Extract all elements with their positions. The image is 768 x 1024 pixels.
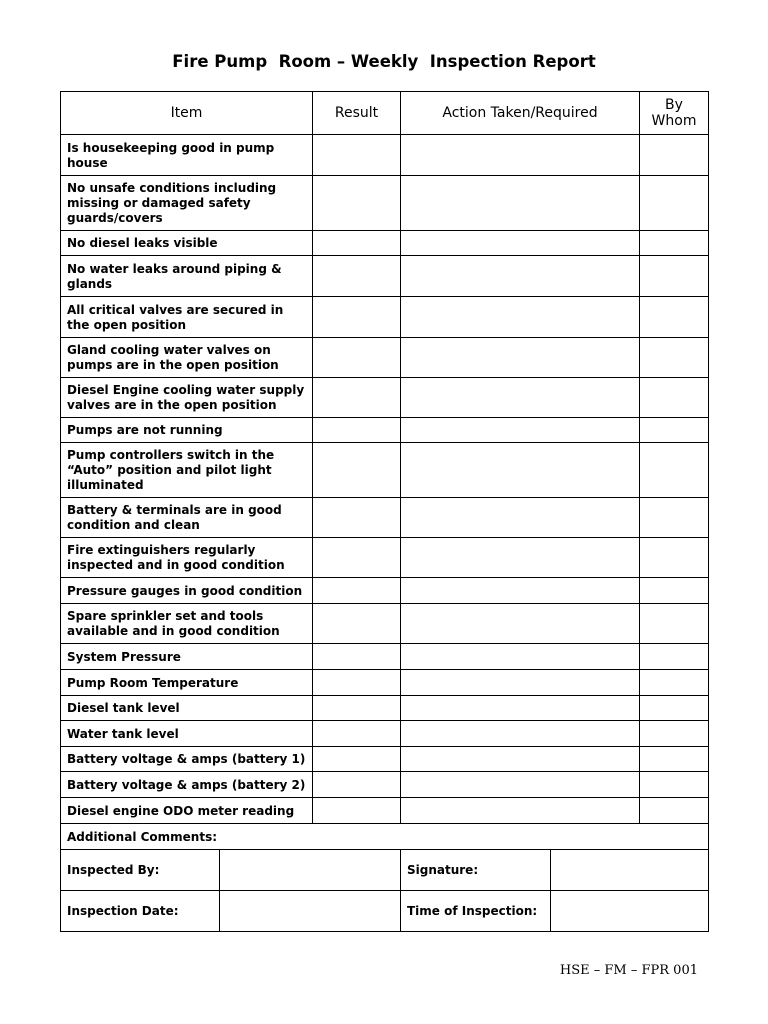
inspected-by-label: Inspected By: [61, 850, 220, 891]
row-action-cell[interactable] [401, 604, 640, 644]
row-item-label: Pump Room Temperature [61, 670, 313, 696]
row-action-cell[interactable] [401, 696, 640, 721]
header-item: Item [61, 92, 313, 135]
row-result-cell[interactable] [313, 378, 401, 418]
table-row [61, 498, 709, 538]
signature-field[interactable] [551, 850, 709, 891]
row-by-whom-cell[interactable] [640, 670, 709, 696]
row-result-cell[interactable] [313, 721, 401, 747]
table-row [61, 338, 709, 378]
row-item-label: Gland cooling water valves on pumps are in the open position [61, 338, 313, 378]
row-item-label: Is housekeeping good in pump house [61, 135, 313, 176]
row-result-cell[interactable] [313, 538, 401, 578]
table-row [61, 378, 709, 418]
header-by-whom-line2: Whom [651, 113, 697, 129]
table-row [61, 772, 709, 798]
row-item-label: No diesel leaks visible [61, 231, 313, 256]
row-result-cell[interactable] [313, 670, 401, 696]
row-by-whom-cell[interactable] [640, 798, 709, 824]
row-action-cell[interactable] [401, 231, 640, 256]
table-row [61, 578, 709, 604]
row-action-cell[interactable] [401, 670, 640, 696]
row-action-cell[interactable] [401, 443, 640, 498]
row-result-cell[interactable] [313, 176, 401, 231]
row-by-whom-cell[interactable] [640, 721, 709, 747]
row-result-cell[interactable] [313, 418, 401, 443]
table-row [61, 538, 709, 578]
header-result: Result [313, 92, 401, 135]
row-by-whom-cell[interactable] [640, 538, 709, 578]
inspected-by-field[interactable] [220, 850, 401, 891]
row-result-cell[interactable] [313, 696, 401, 721]
row-by-whom-cell[interactable] [640, 696, 709, 721]
table-row [61, 176, 709, 231]
signoff-table [60, 849, 709, 932]
row-action-cell[interactable] [401, 256, 640, 297]
row-action-cell[interactable] [401, 747, 640, 772]
row-item-label: Battery voltage & amps (battery 1) [61, 747, 313, 772]
row-item-label: No unsafe conditions including missing or damaged safety guards/covers [61, 176, 313, 231]
row-by-whom-cell[interactable] [640, 256, 709, 297]
signoff-row-2 [61, 891, 709, 932]
inspection-table [60, 91, 709, 850]
header-by-whom-line1: By [665, 97, 683, 113]
header-action: Action Taken/Required [401, 92, 640, 135]
row-result-cell[interactable] [313, 772, 401, 798]
table-row [61, 418, 709, 443]
row-action-cell[interactable] [401, 578, 640, 604]
row-item-label: Water tank level [61, 721, 313, 747]
time-of-inspection-label: Time of Inspection: [401, 891, 551, 932]
row-action-cell[interactable] [401, 135, 640, 176]
row-item-label: Spare sprinkler set and tools available and in good condition [61, 604, 313, 644]
row-result-cell[interactable] [313, 338, 401, 378]
table-row [61, 135, 709, 176]
row-result-cell[interactable] [313, 578, 401, 604]
row-result-cell[interactable] [313, 604, 401, 644]
row-action-cell[interactable] [401, 378, 640, 418]
row-item-label: Diesel tank level [61, 696, 313, 721]
page-title: Fire Pump Room – Weekly Inspection Report [172, 52, 596, 71]
table-row [61, 721, 709, 747]
row-by-whom-cell[interactable] [640, 338, 709, 378]
signature-label: Signature: [401, 850, 551, 891]
row-item-label: All critical valves are secured in the open position [61, 297, 313, 338]
inspection-date-label: Inspection Date: [61, 891, 220, 932]
row-by-whom-cell[interactable] [640, 135, 709, 176]
row-action-cell[interactable] [401, 772, 640, 798]
row-item-label: Battery voltage & amps (battery 2) [61, 772, 313, 798]
time-of-inspection-field[interactable] [551, 891, 709, 932]
row-action-cell[interactable] [401, 338, 640, 378]
table-row [61, 798, 709, 824]
row-item-label: Pressure gauges in good condition [61, 578, 313, 604]
row-by-whom-cell[interactable] [640, 176, 709, 231]
row-by-whom-cell[interactable] [640, 578, 709, 604]
row-action-cell[interactable] [401, 297, 640, 338]
table-row [61, 443, 709, 498]
row-item-label: Battery & terminals are in good condition and clean [61, 498, 313, 538]
table-header-row [61, 92, 709, 135]
row-by-whom-cell[interactable] [640, 231, 709, 256]
table-row [61, 231, 709, 256]
row-item-label: Diesel engine ODO meter reading [61, 798, 313, 824]
row-item-label: Diesel Engine cooling water supply valves are in the open position [61, 378, 313, 418]
row-by-whom-cell[interactable] [640, 604, 709, 644]
row-result-cell[interactable] [313, 135, 401, 176]
row-by-whom-cell[interactable] [640, 498, 709, 538]
row-result-cell[interactable] [313, 747, 401, 772]
table-row [61, 604, 709, 644]
row-item-label: System Pressure [61, 644, 313, 670]
row-action-cell[interactable] [401, 644, 640, 670]
table-row [61, 696, 709, 721]
row-action-cell[interactable] [401, 721, 640, 747]
header-by-whom [640, 92, 709, 135]
inspection-date-field[interactable] [220, 891, 401, 932]
row-action-cell[interactable] [401, 176, 640, 231]
row-action-cell[interactable] [401, 418, 640, 443]
table-row [61, 747, 709, 772]
table-row [61, 670, 709, 696]
row-action-cell[interactable] [401, 498, 640, 538]
table-row [61, 644, 709, 670]
row-action-cell[interactable] [401, 538, 640, 578]
row-by-whom-cell[interactable] [640, 747, 709, 772]
additional-comments-label[interactable]: Additional Comments: [61, 824, 709, 850]
row-result-cell[interactable] [313, 297, 401, 338]
row-action-cell[interactable] [401, 798, 640, 824]
table-row [61, 256, 709, 297]
row-result-cell[interactable] [313, 256, 401, 297]
row-item-label: Pumps are not running [61, 418, 313, 443]
row-result-cell[interactable] [313, 443, 401, 498]
row-result-cell[interactable] [313, 231, 401, 256]
additional-comments-row [61, 824, 709, 850]
row-by-whom-cell[interactable] [640, 297, 709, 338]
row-item-label: No water leaks around piping & glands [61, 256, 313, 297]
row-result-cell[interactable] [313, 798, 401, 824]
row-item-label: Pump controllers switch in the “Auto” position and pilot light illuminated [61, 443, 313, 498]
signoff-row-1 [61, 850, 709, 891]
document-code: HSE – FM – FPR 001 [559, 963, 698, 978]
row-by-whom-cell[interactable] [640, 378, 709, 418]
row-by-whom-cell[interactable] [640, 443, 709, 498]
row-by-whom-cell[interactable] [640, 772, 709, 798]
table-row [61, 297, 709, 338]
row-result-cell[interactable] [313, 498, 401, 538]
row-result-cell[interactable] [313, 644, 401, 670]
row-by-whom-cell[interactable] [640, 418, 709, 443]
row-item-label: Fire extinguishers regularly inspected and in good condition [61, 538, 313, 578]
row-by-whom-cell[interactable] [640, 644, 709, 670]
